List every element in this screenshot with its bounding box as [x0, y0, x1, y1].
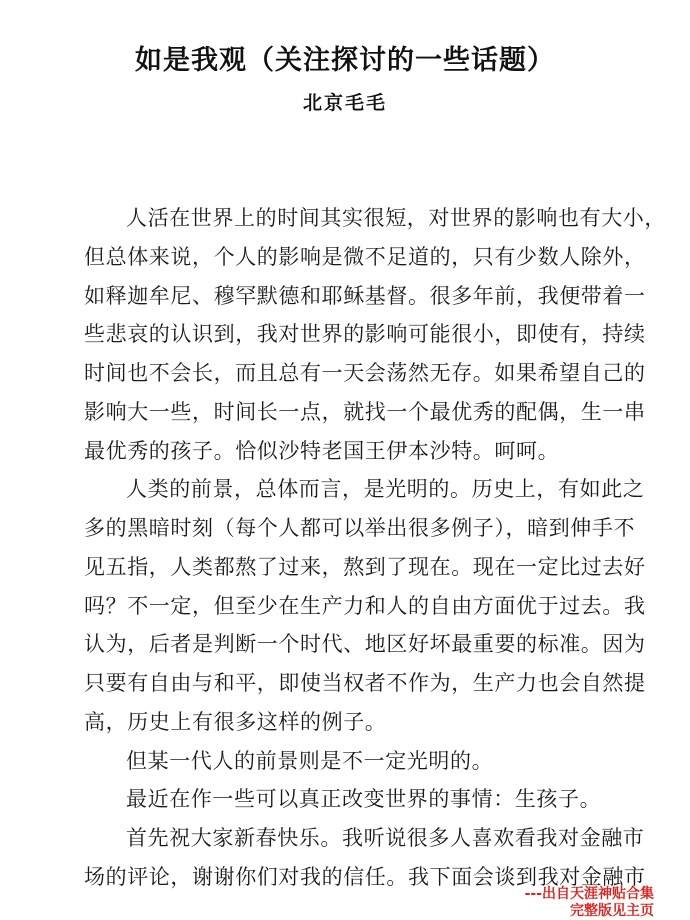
text-line: 只要有自由与和平，即使当权者不作为，生产力也会自然提: [84, 671, 646, 695]
watermark-line-2: 完整版见主页: [570, 903, 654, 919]
text-line: 首先祝大家新春快乐。我听说很多人喜欢看我对金融市: [126, 826, 645, 850]
text-line: 最优秀的孩子。恰似沙特老国王伊本沙特。呵呵。: [84, 438, 560, 463]
text-line: 人活在世界上的时间其实很短，对世界的影响也有大小，: [126, 206, 666, 230]
text-line: 如释迦牟尼、穆罕默德和耶稣基督。很多年前，我便带着一: [84, 283, 646, 308]
text-line: 时间也不会长，而且总有一天会荡然无存。如果希望自己的: [84, 361, 646, 385]
text-line: 吗？不一定，但至少在生产力和人的自由方面优于过去。我: [84, 593, 646, 618]
text-line: 多的黑暗时刻（每个人都可以举出很多例子），暗到伸手不: [84, 516, 636, 540]
text-line: 认为，后者是判断一个时代、地区好坏最重要的标准。因为: [84, 632, 646, 657]
text-line: 些悲哀的认识到，我对世界的影响可能很小，即使有，持续: [84, 322, 646, 347]
text-line: 影响大一些，时间长一点，就找一个最优秀的配偶，生一串: [84, 399, 646, 424]
text-line: 高，历史上有很多这样的例子。: [84, 709, 387, 734]
text-line: 见五指，人类都熬了过来，熬到了现在。现在一定比过去好: [84, 554, 646, 579]
document-author: 北京毛毛: [302, 92, 387, 114]
source-watermark: [525, 886, 654, 920]
text-line: 人类的前景，总体而言，是光明的。历史上，有如此之: [126, 477, 645, 502]
document-title: 如是我观（关注探讨的一些话题）: [135, 45, 555, 76]
text-line: 场的评论，谢谢你们对我的信任。我下面会谈到我对金融市: [84, 864, 646, 889]
document-body: [84, 199, 666, 897]
text-line: 但总体来说，个人的影响是微不足道的，只有少数人除外，: [84, 244, 646, 269]
text-line: 最近在作一些可以真正改变世界的事情：生孩子。: [126, 787, 602, 812]
watermark-line-1: ---出自天涯神贴合集: [524, 886, 654, 902]
text-line: 但某一代人的前景则是不一定光明的。: [126, 748, 494, 773]
